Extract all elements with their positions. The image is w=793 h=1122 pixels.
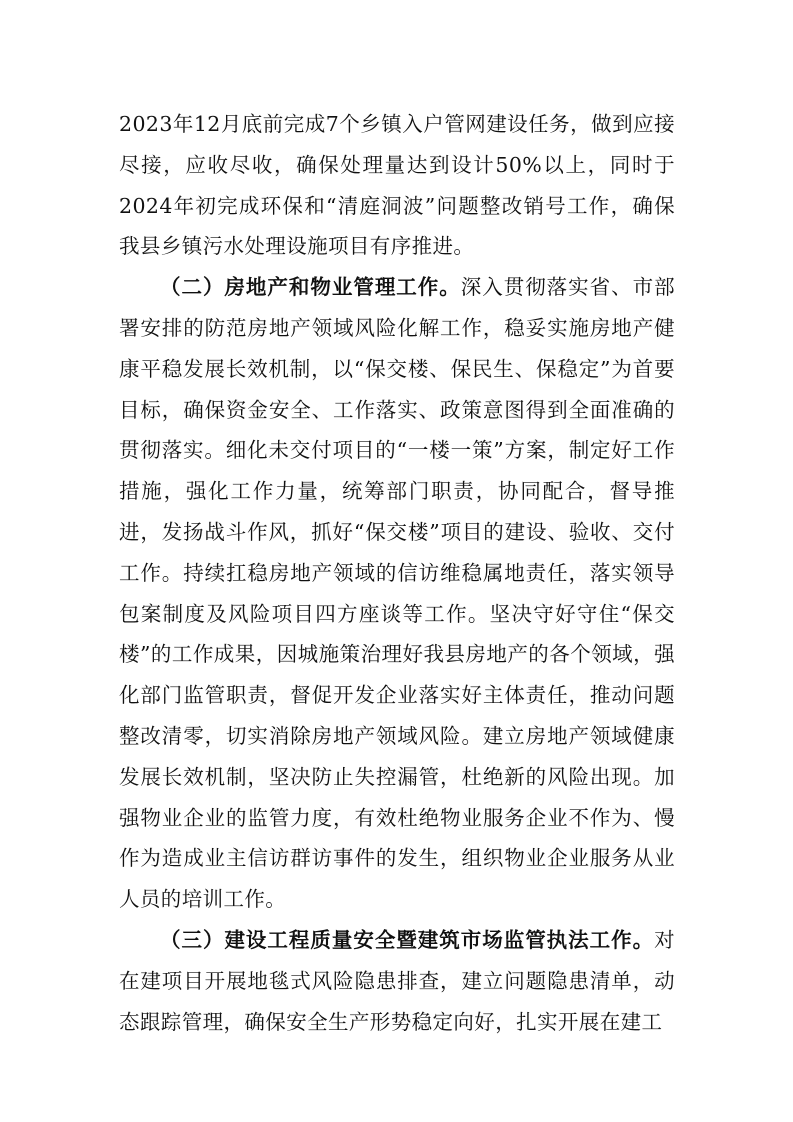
document-body [119,104,675,1042]
paragraph-text: 深入贯彻落实省、市部署安排的防范房地产领域风险化解工作，稳妥实施房地产健康平稳发展长效机制，以“保交楼、保民生、保稳定”为首要目标，确保资金安全、工作落实、政策意图得到全面准确的贯彻落实。细化未交付项目的“一楼一策”方案，制定好工作措施，强化工作力量，统筹部门职责，协同配合，督导推进，发扬战斗作风，抓好“保交楼”项目的建设、验收、交付工作。持续扛稳房地产领域的信访维稳属地责任，落实领导包案制度及风险项目四方座谈等工作。坚决守好守住“保交楼”的工作成果，因城施策治理好我县房地产的各个领域，强化部门监管职责，督促开发企业落实好主体责任，推动问题整改清零，切实消除房地产领域风险。建立房地产领域健康发展长效机制，坚决防止失控漏管，杜绝新的风险出现。加强物业企业的监管力度，有效杜绝物业服务企业不作为、慢作为造成业主信访群访事件的发生，组织物业企业服务从业人员的培训工作。 [119,275,675,912]
paragraph-text: 对在建项目开展地毯式风险隐患排查，建立问题隐患清单，动态跟踪管理，确保安全生产形势稳定向好，扎实开展在建工 [119,927,675,1034]
section-heading-construction-quality: （三）建设工程质量安全暨建筑市场监管执法工作。 [160,927,655,952]
paragraph-real-estate [119,267,675,920]
paragraph-text: 2023年12月底前完成7个乡镇入户管网建设任务，做到应接尽接，应收尽收，确保处理量达到设计50%以上，同时于2024年初完成环保和“清庭洞波”问题整改销号工作，确保我县乡镇污水处理设施项目有序推进。 [119,112,675,259]
paragraph-continuation [119,104,675,267]
section-heading-real-estate: （二）房地产和物业管理工作。 [160,275,461,300]
paragraph-construction-quality [119,920,675,1042]
